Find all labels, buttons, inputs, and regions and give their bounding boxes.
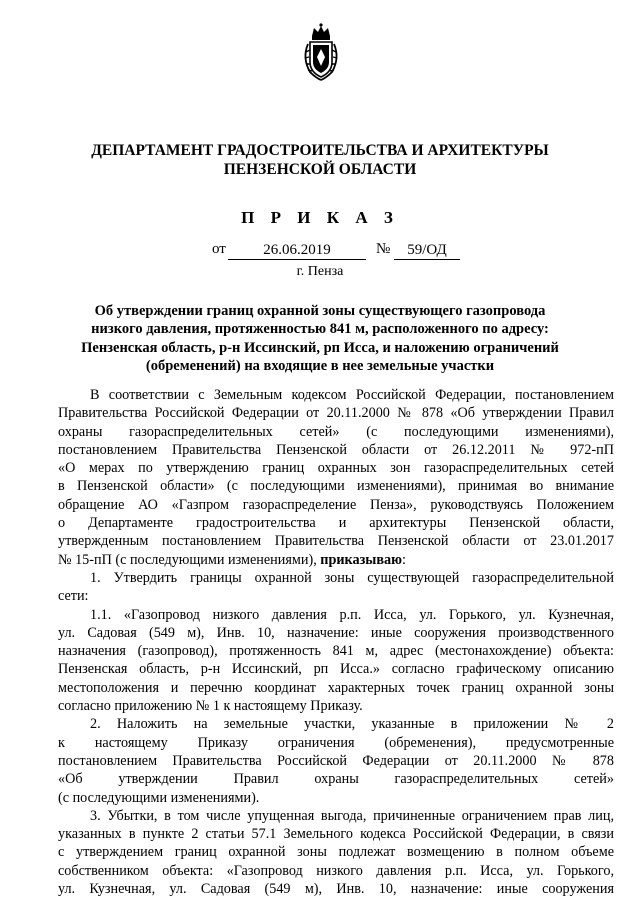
- date-label: от: [212, 241, 226, 257]
- body-line: назначения (газопровод), протяженность 841 м, адрес (местонахождение) объекта:: [58, 643, 614, 660]
- department-name-line1: ДЕПАРТАМЕНТ ГРАДОСТРОИТЕЛЬСТВА И АРХИТЕКТУРЫ: [91, 142, 549, 159]
- body-line: согласно приложению № 1 к настоящему Приказу.: [58, 698, 363, 715]
- coat-of-arms-icon: [298, 22, 344, 82]
- decree-word: приказываю: [320, 551, 402, 568]
- order-number: 59/ОД: [394, 241, 460, 260]
- body-line: обращение АО «Газпром газораспределение Пенза», руководствуясь Положением: [58, 496, 614, 513]
- body-line: местоположения и перечню координат характерных точек границ охранной зоны: [58, 679, 614, 696]
- body-line: В соответствии с Земельным кодексом Российской Федерации, постановлением: [90, 387, 614, 403]
- department-name-line2: ПЕНЗЕНСКОЙ ОБЛАСТИ: [223, 161, 417, 178]
- body-line: постановлением Правительства Российской Федерации от 20.11.2000 № 878: [58, 752, 614, 769]
- body-line: указанных в пункте 2 статьи 57.1 Земельного кодекса Российской Федерации, в связи: [58, 826, 614, 843]
- body-line: с утверждением границ охранной зоны подлежат возмещению в полном объеме: [58, 844, 614, 861]
- body-line: постановлением Правительства Пензенской области от 26.12.2011 № 972-пП: [58, 441, 614, 458]
- body-line: 1. Утвердить границы охранной зоны существующей газораспределительной: [90, 569, 614, 586]
- body-line: 3. Убытки, в том числе упущенная выгода, причиненные ограничением прав лиц,: [90, 807, 614, 824]
- order-date-number-line: [0, 241, 640, 261]
- order-date: 26.06.2019: [228, 241, 366, 260]
- document-title: П Р И К А З: [241, 208, 399, 227]
- body-line: охраны газораспределительных сетей» (с последующими изменениями),: [58, 423, 614, 440]
- body-line: Пензенская область, р-н Иссинский, рп Исса.» согласно графическому описанию: [58, 661, 614, 678]
- body-line: ул. Садовая (549 м), Инв. 10, назначение: иные сооружения производственного: [58, 624, 614, 641]
- subject-line: Об утверждении границ охранной зоны существующего газопровода: [94, 303, 546, 319]
- body-line: ул. Кузнечная, ул. Садовая (549 м), Инв. 10, назначение: иные сооружения: [58, 881, 614, 898]
- body-line-with-decree: [58, 551, 614, 569]
- body-line: Правительства Российской Федерации от 20.11.2000 № 878 «Об утверждении Правил: [58, 405, 614, 422]
- order-body: [58, 386, 614, 898]
- subject-line: (обременений) на входящие в нее земельные участки: [145, 358, 495, 375]
- body-line: сети:: [58, 588, 89, 605]
- body-line: 1.1. «Газопровод низкого давления р.п. Исса, ул. Горького, ул. Кузнечная,: [90, 606, 614, 623]
- body-line: в Пензенской области» (с последующими изменениями), принимая во внимание: [58, 478, 614, 495]
- body-line: 2. Наложить на земельные участки, указанные в приложении № 2: [90, 716, 614, 733]
- number-label: №: [376, 241, 391, 257]
- body-line: собственником объекта: «Газопровод низкого давления р.п. Исса, ул. Горького,: [58, 862, 614, 879]
- order-subject: [60, 302, 580, 376]
- body-line: о Департаменте градостроительства и архитектуры Пензенской области,: [58, 515, 614, 532]
- body-line: «О мерах по утверждению границ охранных зон газораспределительных сетей: [58, 460, 614, 477]
- body-line: «Об утверждении Правил охраны газораспределительных сетей»: [58, 771, 614, 788]
- body-line-text: № 15-пП (с последующими изменениями),: [58, 551, 317, 568]
- body-line: утвержденным постановлением Правительства Пензенской области от 23.01.2017: [58, 533, 614, 550]
- subject-line: Пензенская область, р-н Иссинский, рп Исса, и наложению ограничений: [81, 339, 559, 356]
- body-line: к настоящему Приказу ограничения (обременения), предусмотренные: [58, 734, 614, 751]
- decree-colon: :: [401, 551, 406, 568]
- body-line: (с последующими изменениями).: [58, 789, 260, 806]
- city: г. Пенза: [296, 264, 344, 279]
- subject-line: низкого давления, протяженностью 841 м, расположенного по адресу:: [91, 321, 549, 338]
